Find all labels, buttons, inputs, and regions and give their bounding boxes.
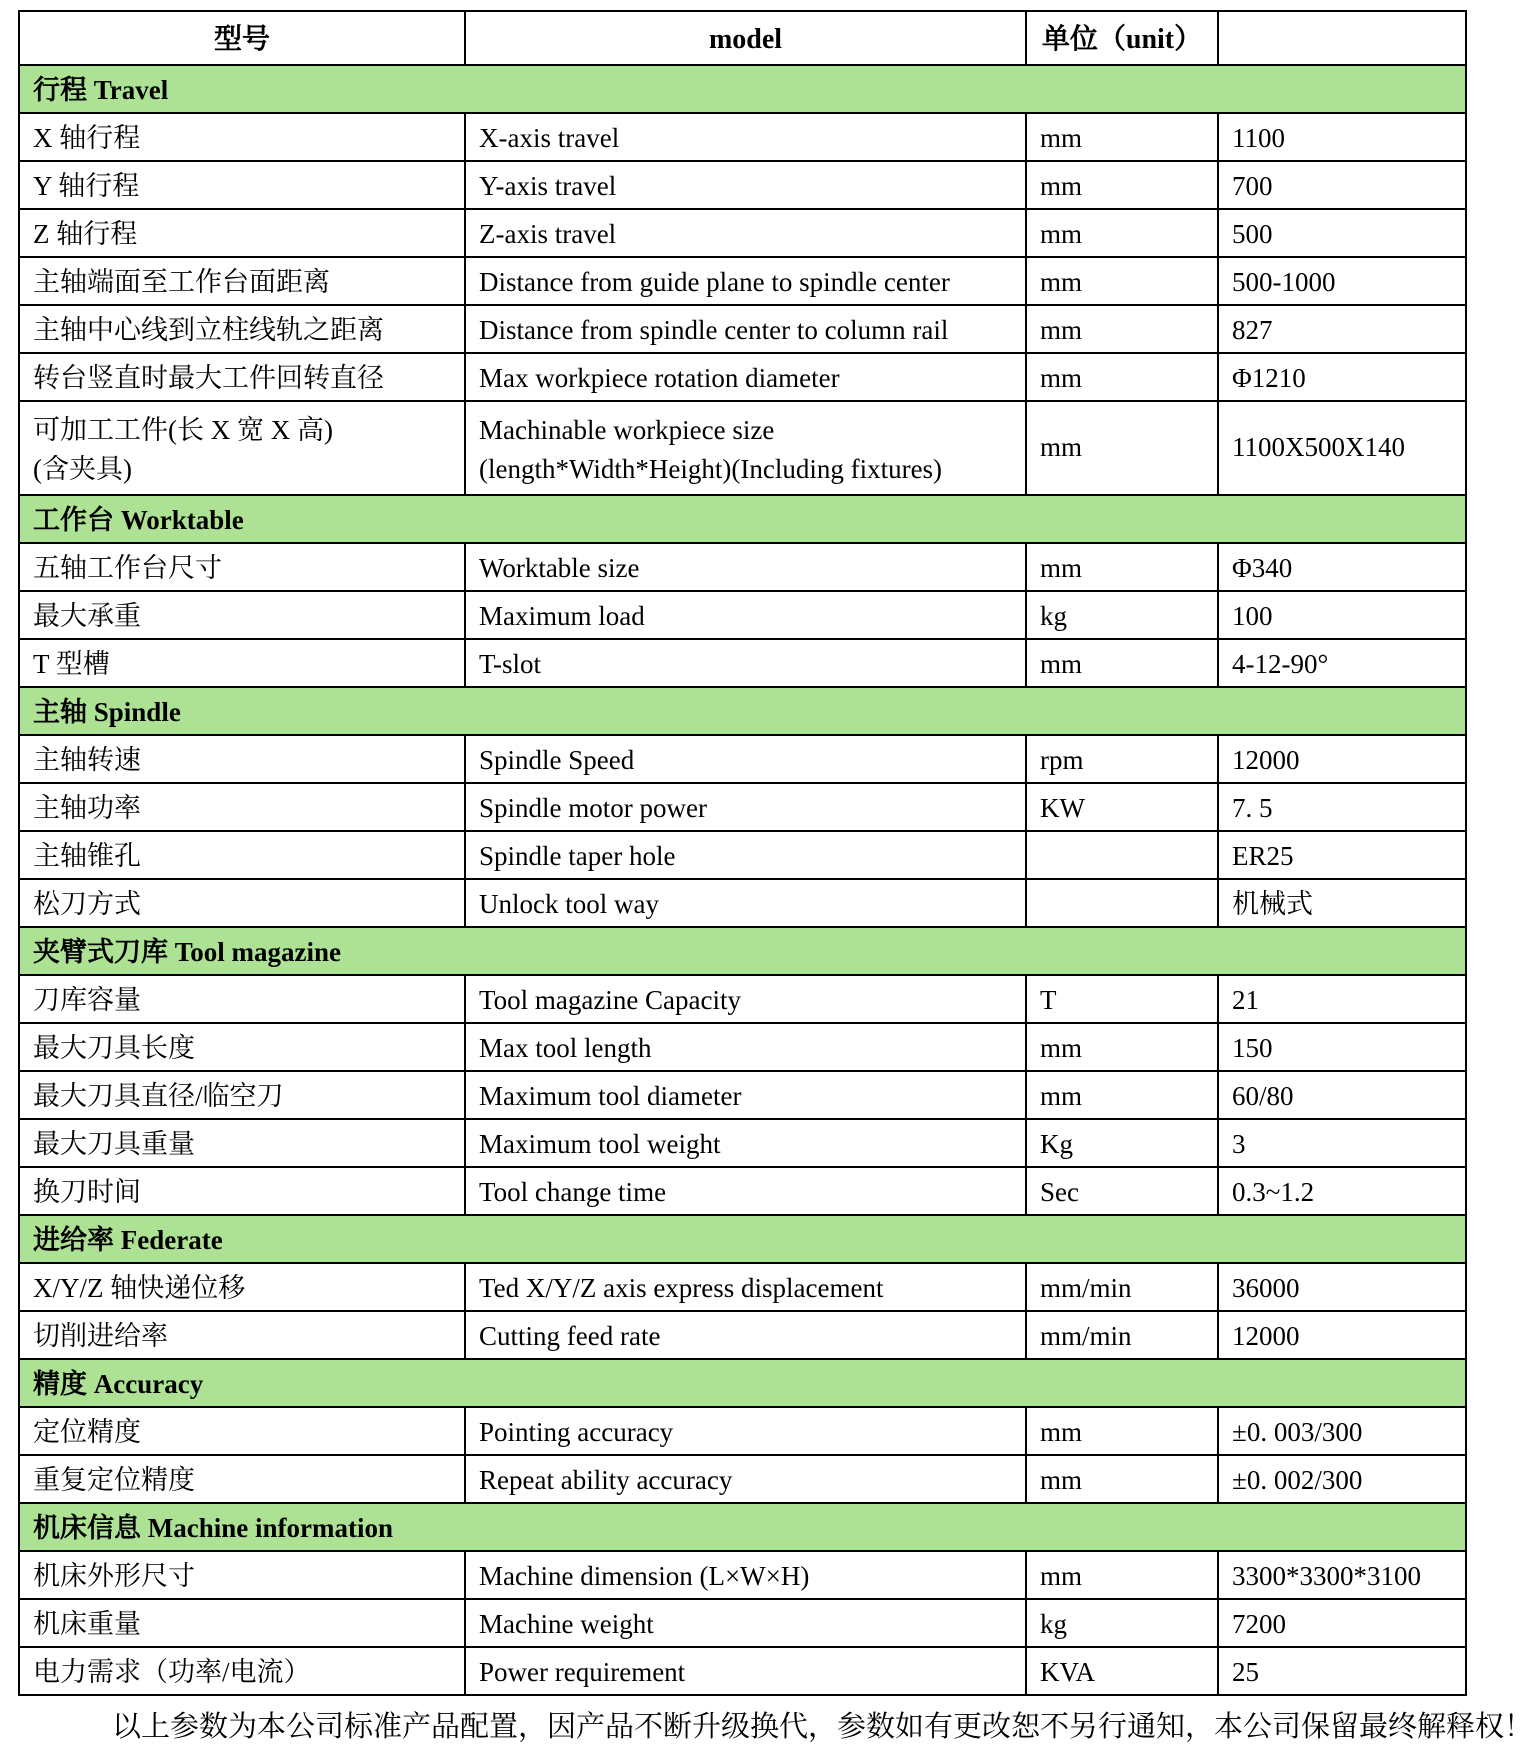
row-label-cn: X/Y/Z 轴快递位移 [20,1264,464,1310]
row-value: 827 [1219,306,1465,352]
row-value: 3 [1219,1120,1465,1166]
row-value: 100 [1219,592,1465,638]
row-value: 4-12-90° [1219,640,1465,686]
row-label-cn: 主轴锥孔 [20,832,464,878]
row-value: 12000 [1219,1312,1465,1358]
row-label-en: Z-axis travel [466,210,1025,256]
row-label-cn-line: 可加工工件(长 X 宽 X 高) [33,415,333,445]
row-label-en: Repeat ability accuracy [466,1456,1025,1502]
row-label-en: Machine weight [466,1600,1025,1646]
row-unit: mm [1027,114,1217,160]
row-label-en: Tool change time [466,1168,1025,1214]
row-label-en: T-slot [466,640,1025,686]
section-header: 主轴 Spindle [20,688,1465,734]
row-label-cn: 刀库容量 [20,976,464,1022]
row-label-cn [20,402,464,494]
row-label-cn: 切削进给率 [20,1312,464,1358]
row-label-en: Maximum tool weight [466,1120,1025,1166]
row-label-en: Maximum load [466,592,1025,638]
row-value: 7. 5 [1219,784,1465,830]
row-value: 150 [1219,1024,1465,1070]
row-label-cn: 定位精度 [20,1408,464,1454]
row-label-en: Spindle Speed [466,736,1025,782]
row-value: Φ1210 [1219,354,1465,400]
row-unit: mm [1027,1456,1217,1502]
row-unit: kg [1027,592,1217,638]
row-label-en: Pointing accuracy [466,1408,1025,1454]
row-label-en: Tool magazine Capacity [466,976,1025,1022]
header-model-cn: 型号 [20,12,464,64]
section-header: 进给率 Federate [20,1216,1465,1262]
row-value: ±0. 003/300 [1219,1408,1465,1454]
row-value: 1100X500X140 [1219,402,1465,494]
row-label-en: Cutting feed rate [466,1312,1025,1358]
row-value: 3300*3300*3100 [1219,1552,1465,1598]
row-unit: Sec [1027,1168,1217,1214]
row-value: 700 [1219,162,1465,208]
row-unit [1027,832,1217,878]
section-header: 机床信息 Machine information [20,1504,1465,1550]
row-label-en [466,402,1025,494]
row-unit: mm [1027,162,1217,208]
row-label-cn: 机床外形尺寸 [20,1552,464,1598]
row-value: 7200 [1219,1600,1465,1646]
row-unit: mm [1027,354,1217,400]
row-unit: mm [1027,1072,1217,1118]
row-unit: KVA [1027,1648,1217,1694]
row-label-cn: 电力需求（功率/电流） [20,1648,464,1694]
row-value: 机械式 [1219,880,1465,926]
row-label-cn: 最大刀具直径/临空刀 [20,1072,464,1118]
row-value: 60/80 [1219,1072,1465,1118]
row-label-en-line: (length*Width*Height)(Including fixtures) [479,454,943,484]
section-header: 行程 Travel [20,66,1465,112]
row-label-en: Spindle motor power [466,784,1025,830]
row-label-en: Machine dimension (L×W×H) [466,1552,1025,1598]
row-label-cn: T 型槽 [20,640,464,686]
row-label-cn: 五轴工作台尺寸 [20,544,464,590]
row-value: 21 [1219,976,1465,1022]
header-extra [1219,12,1465,64]
row-value: Φ340 [1219,544,1465,590]
row-label-en-line: Machinable workpiece size [479,415,775,445]
row-label-cn: 主轴端面至工作台面距离 [20,258,464,304]
row-label-cn: 转台竖直时最大工件回转直径 [20,354,464,400]
row-unit: mm [1027,1024,1217,1070]
spec-table [18,10,1467,1696]
row-unit: kg [1027,1600,1217,1646]
row-value: ±0. 002/300 [1219,1456,1465,1502]
row-unit: rpm [1027,736,1217,782]
row-value: 25 [1219,1648,1465,1694]
row-label-cn: 最大刀具重量 [20,1120,464,1166]
row-unit: mm [1027,1408,1217,1454]
row-unit: mm/min [1027,1264,1217,1310]
row-unit: mm [1027,258,1217,304]
row-value: 12000 [1219,736,1465,782]
row-label-cn: 松刀方式 [20,880,464,926]
section-header: 工作台 Worktable [20,496,1465,542]
row-value: 500-1000 [1219,258,1465,304]
row-label-en: Worktable size [466,544,1025,590]
row-unit: KW [1027,784,1217,830]
row-label-cn: 主轴功率 [20,784,464,830]
header-model-en: model [466,12,1025,64]
row-label-cn: 最大刀具长度 [20,1024,464,1070]
row-unit: mm [1027,402,1217,494]
row-value: ER25 [1219,832,1465,878]
row-unit: mm/min [1027,1312,1217,1358]
row-unit: mm [1027,544,1217,590]
row-unit: Kg [1027,1120,1217,1166]
row-value: 1100 [1219,114,1465,160]
row-label-en: Y-axis travel [466,162,1025,208]
row-label-cn-line: (含夹具) [33,454,132,484]
clipped-footnote-text: 以上参数为本公司标准产品配置，因产品不断升级换代，参数如有更改恕不另行通知，本公司保留最终解释权！ [112,1711,1533,1743]
row-label-en: Unlock tool way [466,880,1025,926]
row-label-en: Maximum tool diameter [466,1072,1025,1118]
row-value: 0.3~1.2 [1219,1168,1465,1214]
row-label-en: Ted X/Y/Z axis express displacement [466,1264,1025,1310]
section-header: 精度 Accuracy [20,1360,1465,1406]
row-unit: mm [1027,306,1217,352]
row-label-en: Spindle taper hole [466,832,1025,878]
row-unit: T [1027,976,1217,1022]
row-unit: mm [1027,210,1217,256]
row-label-en: Max tool length [466,1024,1025,1070]
row-label-en: Max workpiece rotation diameter [466,354,1025,400]
row-label-cn: 机床重量 [20,1600,464,1646]
row-label-en: Distance from spindle center to column rail [466,306,1025,352]
row-label-cn: 重复定位精度 [20,1456,464,1502]
row-label-en: Power requirement [466,1648,1025,1694]
section-header: 夹臂式刀库 Tool magazine [20,928,1465,974]
row-label-cn: X 轴行程 [20,114,464,160]
row-value: 36000 [1219,1264,1465,1310]
row-label-en: Distance from guide plane to spindle center [466,258,1025,304]
row-label-cn: 最大承重 [20,592,464,638]
row-label-cn: 主轴转速 [20,736,464,782]
row-label-cn: 换刀时间 [20,1168,464,1214]
row-unit: mm [1027,640,1217,686]
row-value: 500 [1219,210,1465,256]
row-label-en: X-axis travel [466,114,1025,160]
row-unit [1027,880,1217,926]
row-label-cn: Y 轴行程 [20,162,464,208]
row-unit: mm [1027,1552,1217,1598]
header-unit: 单位（unit） [1027,12,1217,64]
row-label-cn: 主轴中心线到立柱线轨之距离 [20,306,464,352]
row-label-cn: Z 轴行程 [20,210,464,256]
